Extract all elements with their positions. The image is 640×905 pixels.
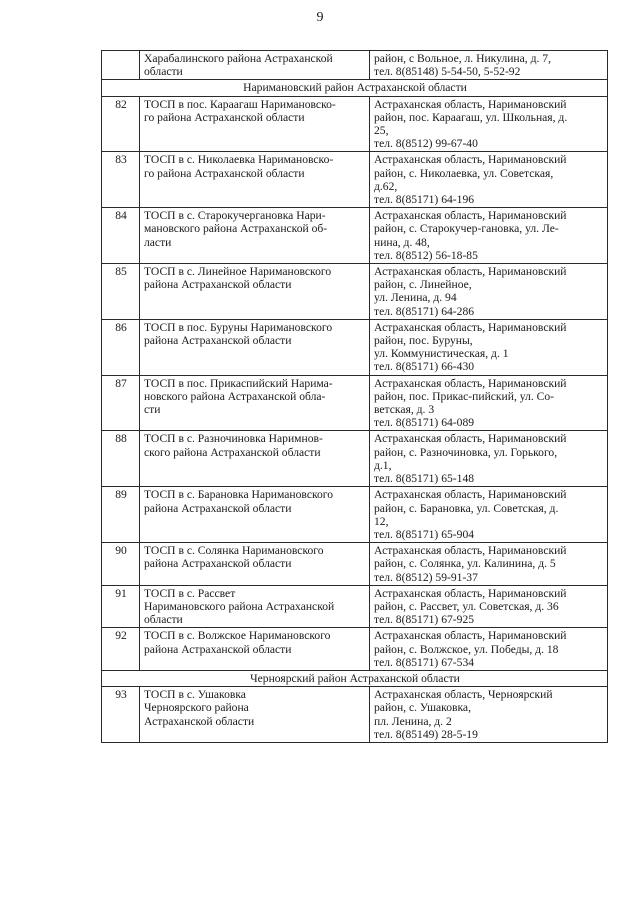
registry-table (101, 50, 608, 743)
table-row (102, 628, 608, 671)
page-number: 9 (316, 10, 324, 25)
organization-name-line: Черноярского района (144, 701, 249, 715)
address-line: Астраханская область, Наримановский (374, 320, 567, 334)
table-row (102, 152, 608, 208)
address-cell (370, 431, 608, 487)
organization-name-cell (140, 487, 370, 543)
organization-name-line: района Астраханской области (144, 642, 292, 656)
address-cell (370, 208, 608, 264)
address-cell (370, 375, 608, 431)
address-line: район, с. Барановка, ул. Советская, д. (374, 501, 559, 515)
table-row (102, 585, 608, 628)
table-row (102, 431, 608, 487)
address-line: ул. Коммунистическая, д. 1 (374, 347, 509, 361)
address-line: д.62, (374, 179, 398, 193)
address-line: тел. 8(8512) 59-91-37 (374, 570, 478, 584)
address-line: район, пос. Буруны, (374, 334, 473, 348)
address-cell (370, 51, 608, 80)
table-row (102, 375, 608, 431)
address-cell (370, 264, 608, 320)
registry-table-body (102, 51, 608, 743)
address-line: д.1, (374, 458, 392, 472)
organization-name-line: ТОСП в с. Барановка Наримановского (144, 488, 334, 502)
address-cell (370, 96, 608, 152)
address-line: тел. 8(85171) 65-148 (374, 472, 475, 486)
row-number: 85 (102, 264, 140, 320)
address-line: ул. Ленина, д. 94 (374, 291, 457, 305)
row-number: 91 (102, 585, 140, 628)
row-number: 93 (102, 687, 140, 743)
row-number: 92 (102, 628, 140, 671)
address-line: Астраханская область, Наримановский (374, 376, 567, 390)
row-number: 88 (102, 431, 140, 487)
organization-name-line: мановского района Астраханской об- (144, 222, 328, 236)
organization-name-cell (140, 319, 370, 375)
row-number: 83 (102, 152, 140, 208)
address-line: тел. 8(85171) 65-904 (374, 527, 475, 541)
address-line: тел. 8(85171) 67-925 (374, 613, 475, 627)
address-line: ветская, д. 3 (374, 403, 435, 417)
row-number: 84 (102, 208, 140, 264)
table-row (102, 487, 608, 543)
organization-name-cell (140, 96, 370, 152)
row-number: 87 (102, 375, 140, 431)
address-line: район, с. Рассвет, ул. Советская, д. 36 (374, 599, 559, 613)
address-line: Астраханская область, Наримановский (374, 488, 567, 502)
organization-name-line: области (144, 613, 183, 627)
address-line: район, с. Ушаковка, (374, 701, 471, 715)
address-line: Астраханская область, Наримановский (374, 209, 567, 223)
table-row (102, 319, 608, 375)
organization-name-line: ТОСП в с. Старокучергановка Нари- (144, 209, 326, 223)
organization-name-line: ласти (144, 235, 172, 249)
address-line: район, с Вольное, л. Никулина, д. 7, (374, 52, 551, 65)
address-line: Астраханская область, Наримановский (374, 432, 567, 446)
address-line: тел. 8(8512) 56-18-85 (374, 248, 478, 262)
organization-name-cell (140, 208, 370, 264)
organization-name-line: ТОСП в пос. Буруны Наримановского (144, 320, 333, 334)
address-cell (370, 628, 608, 671)
organization-name-line: области (144, 65, 183, 79)
organization-name-line: района Астраханской области (144, 334, 292, 348)
address-line: тел. 8(85171) 64-196 (374, 193, 475, 207)
row-number: 90 (102, 543, 140, 586)
organization-name-line: ТОСП в с. Ушаковка (144, 688, 246, 702)
table-row (102, 687, 608, 743)
address-line: район, с. Старокучер-гановка, ул. Ле- (374, 222, 559, 236)
organization-name-line: ского района Астраханской области (144, 445, 321, 459)
organization-name-line: новского района Астраханской обла- (144, 389, 326, 403)
address-line: тел. 8(85148) 5-54-50, 5-52-92 (374, 65, 521, 79)
address-line: Астраханская область, Наримановский (374, 586, 567, 600)
table-row (102, 264, 608, 320)
address-line: тел. 8(85171) 64-089 (374, 416, 475, 430)
organization-name-line: ТОСП в с. Солянка Наримановского (144, 544, 324, 558)
address-line: район, с. Волжское, ул. Победы, д. 18 (374, 642, 559, 656)
address-line: Астраханская область, Наримановский (374, 97, 567, 111)
organization-name-line: Наримановского района Астраханской (144, 599, 335, 613)
address-line: Астраханская область, Наримановский (374, 153, 567, 167)
address-line: тел. 8(85171) 66-430 (374, 360, 475, 374)
address-line: пл. Ленина, д. 2 (374, 714, 452, 728)
address-cell (370, 152, 608, 208)
address-line: район, с. Линейное, (374, 278, 472, 292)
organization-name-line: ТОСП в с. Волжское Наримановского (144, 629, 331, 643)
address-line: тел. 8(85149) 28-5-19 (374, 727, 478, 741)
organization-name-line: района Астраханской области (144, 501, 292, 515)
address-line: тел. 8(85171) 67-534 (374, 655, 475, 669)
organization-name-line: го района Астраханской области (144, 166, 305, 180)
address-line: 25, (374, 124, 389, 138)
address-line: 12, (374, 514, 389, 528)
row-number: 86 (102, 319, 140, 375)
section-title: Наримановский район Астраханской области (102, 80, 608, 96)
row-number: 89 (102, 487, 140, 543)
organization-name-line: ТОСП в пос. Караагаш Наримановско- (144, 97, 336, 111)
address-line: район, с. Солянка, ул. Калинина, д. 5 (374, 557, 556, 571)
organization-name-cell (140, 543, 370, 586)
address-line: район, пос. Прикас-пийский, ул. Со- (374, 389, 555, 403)
organization-name-line: района Астраханской области (144, 557, 292, 571)
address-line: Астраханская область, Наримановский (374, 629, 567, 643)
organization-name-line: го района Астраханской области (144, 110, 305, 124)
address-line: тел. 8(85171) 64-286 (374, 304, 475, 318)
organization-name-line: ТОСП в пос. Прикаспийский Нарима- (144, 376, 333, 390)
section-header-row (102, 80, 608, 96)
organization-name-cell (140, 264, 370, 320)
organization-name-cell (140, 628, 370, 671)
address-cell (370, 687, 608, 743)
organization-name-cell (140, 152, 370, 208)
table-row (102, 96, 608, 152)
organization-name-cell (140, 51, 370, 80)
address-line: Астраханская область, Наримановский (374, 544, 567, 558)
organization-name-line: Астраханской области (144, 714, 255, 728)
address-line: Астраханская область, Черноярский (374, 688, 553, 702)
organization-name-line: ТОСП в с. Рассвет (144, 586, 236, 600)
organization-name-line: сти (144, 403, 161, 417)
address-cell (370, 585, 608, 628)
organization-name-line: ТОСП в с. Разночиновка Наримнов- (144, 432, 323, 446)
address-cell (370, 319, 608, 375)
address-cell (370, 487, 608, 543)
table-row (102, 51, 608, 80)
address-line: район, с. Разночиновка, ул. Горького, (374, 445, 558, 459)
organization-name-line: Харабалинского района Астраханской (144, 52, 333, 65)
row-number (102, 51, 140, 80)
organization-name-line: района Астраханской области (144, 278, 292, 292)
address-line: тел. 8(8512) 99-67-40 (374, 137, 478, 151)
row-number: 82 (102, 96, 140, 152)
address-line: Астраханская область, Наримановский (374, 265, 567, 279)
section-title: Черноярский район Астраханской области (102, 670, 608, 686)
organization-name-line: ТОСП в с. Линейное Наримановского (144, 265, 332, 279)
address-line: район, пос. Караагаш, ул. Школьная, д. (374, 110, 568, 124)
table-row (102, 543, 608, 586)
address-line: район, с. Николаевка, ул. Советская, (374, 166, 554, 180)
organization-name-cell (140, 687, 370, 743)
organization-name-cell (140, 585, 370, 628)
address-line: нина, д. 48, (374, 235, 430, 249)
organization-name-line: ТОСП в с. Николаевка Наримановско- (144, 153, 334, 167)
organization-name-cell (140, 431, 370, 487)
address-cell (370, 543, 608, 586)
table-row (102, 208, 608, 264)
section-header-row (102, 670, 608, 686)
organization-name-cell (140, 375, 370, 431)
